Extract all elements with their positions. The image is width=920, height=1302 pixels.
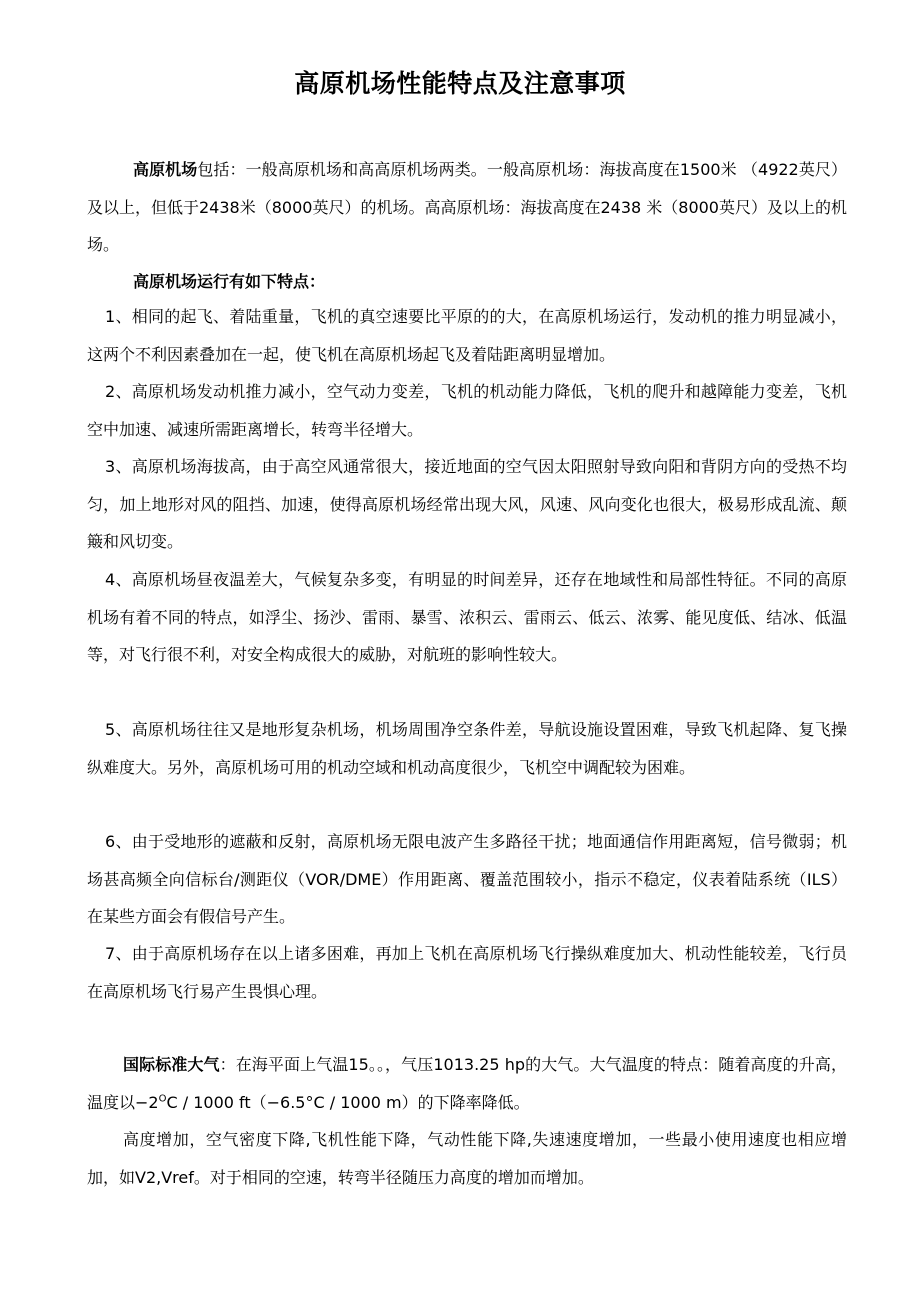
isa-paragraph <box>87 1046 847 1121</box>
feature-item-2: 2、高原机场发动机推力减小，空气动力变差，飞机的机动能力降低，飞机的爬升和越障能力变差，飞机空中加速、减速所需距离增长，转弯半径增大。 <box>87 382 847 439</box>
intro-paragraph <box>87 151 847 264</box>
feature-item-7: 7、由于高原机场存在以上诸多困难，再加上飞机在高原机场飞行操纵难度加大、机动性能较差，飞行员在高原机场飞行易产生畏惧心理。 <box>87 944 847 1001</box>
feature-item-5: 5、高原机场往往又是地形复杂机场，机场周围净空条件差，导航设施设置困难，导致飞机起降、复飞操纵难度大。另外，高原机场可用的机动空域和机动高度很少，飞机空中调配较为困难。 <box>87 720 847 777</box>
intro-text: 包括：一般高原机场和高高原机场两类。一般高原机场：海拔高度在1500米 （4922英尺）及以上，但低于2438米（8000英尺）的机场。高高原机场：海拔高度在2438 米（8000英尺）及以上的机场。 <box>87 160 847 254</box>
feature-item-6: 6、由于受地形的遮蔽和反射，高原机场无限电波产生多路径干扰；地面通信作用距离短，信号微弱；机场甚高频全向信标台/测距仪（VOR/DME）作用距离、覆盖范围较小，指示不稳定，仪表着陆系统（ILS）在某些方面会有假信号产生。 <box>87 832 847 926</box>
feature-item-3: 3、高原机场海拔高，由于高空风通常很大，接近地面的空气因太阳照射导致向阳和背阴方向的受热不均匀，加上地形对风的阻挡、加速，使得高原机场经常出现大风，风速、风向变化也很大，极易形成乱流、颠簸和风切变。 <box>87 457 847 551</box>
isa-text-b: C / 1000 ft（−6.5°C / 1000 m）的下降率降低。 <box>166 1092 530 1112</box>
intro-term: 高原机场 <box>133 160 198 179</box>
page-title: 高原机场性能特点及注意事项 <box>294 69 626 98</box>
isa-term: 国际标准大气 <box>123 1055 220 1074</box>
isa-text-a: ：在海平面上气温15。。，气压1013.25 hp的大气。大气温度的特点：随着高度的升高，温度以−2 <box>87 1055 847 1112</box>
feature-item-4: 4、高原机场昼夜温差大，气候复杂多变，有明显的时间差异，还存在地域性和局部性特征。不同的高原机场有着不同的特点，如浮尘、扬沙、雷雨、暴雪、浓积云、雷雨云、低云、浓雾、能见度低、结冰、低温等，对飞行很不利，对安全构成很大的威胁，对航班的影响性较大。 <box>87 570 847 664</box>
altitude-effects-paragraph: 高度增加，空气密度下降,飞机性能下降，气动性能下降,失速速度增加，一些最小使用速度也相应增加，如V2,Vref。对于相同的空速，转弯半径随压力高度的增加而增加。 <box>87 1130 847 1187</box>
feature-item-1: 1、相同的起飞、着陆重量，飞机的真空速要比平原的的大，在高原机场运行，发动机的推力明显减小，这两个不利因素叠加在一起，使飞机在高原机场起飞及着陆距离明显增加。 <box>87 307 847 364</box>
features-heading: 高原机场运行有如下特点： <box>133 272 326 291</box>
isa-superscript: O <box>158 1093 167 1105</box>
